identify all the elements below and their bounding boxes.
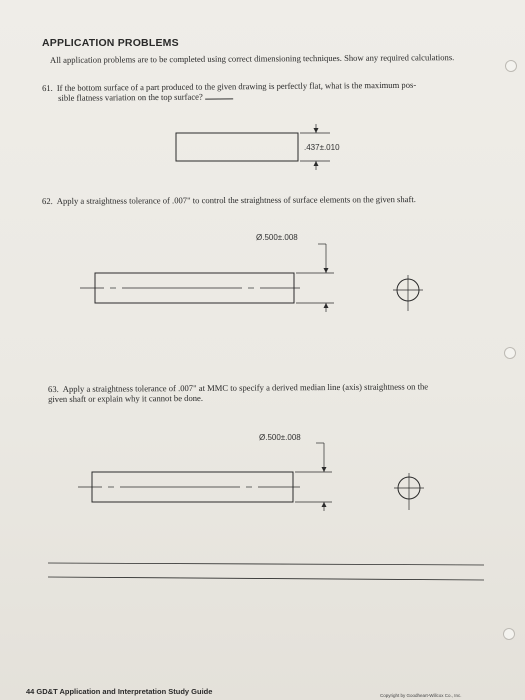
answer-line (48, 563, 484, 565)
binder-hole (504, 347, 516, 359)
problem-text: Apply a straightness tolerance of .007" to control the straightness of surface elements on the given shaft. (56, 194, 416, 206)
thickness-dimension: .437±.010 (304, 143, 340, 152)
copyright-notice: Copyright by Goodheart-Willcox Co., Inc. (380, 693, 462, 698)
problem-number: 63. (48, 383, 59, 394)
problem-text-continued: given shaft or explain why it cannot be done. (48, 392, 204, 404)
page-footer-title: 44 GD&T Application and Interpretation Study Guide (26, 687, 213, 696)
arrowhead (314, 128, 319, 133)
arrowhead (314, 161, 319, 166)
problem-text: If the bottom surface of a part produced to the given drawing is perfectly flat, what is the maximum pos- (56, 79, 417, 93)
problem-number: 61. (42, 82, 53, 93)
binder-hole (505, 60, 517, 72)
plate-outline (176, 133, 298, 161)
problem-number: 62. (42, 195, 53, 206)
shaft-diameter-dimension: Ø.500±.008 (259, 433, 301, 442)
shaft-end-view-63 (394, 473, 424, 510)
shaft-diameter-dimension: Ø.500±.008 (256, 233, 298, 242)
shaft-62 (80, 244, 334, 312)
shaft-end-view-62 (393, 275, 423, 311)
problem-text-continued: sible flatness variation on the top surface? (58, 91, 203, 103)
answer-line (48, 577, 484, 580)
page-heading: APPLICATION PROBLEMS (42, 37, 179, 49)
shaft-63 (78, 443, 332, 511)
binder-hole (503, 628, 515, 640)
problem-text: Apply a straightness tolerance of .007" at MMC to specify a derived median line (axis) straightness on the (62, 381, 429, 394)
intro-paragraph: All application problems are to be completed using correct dimensioning techniques. Show any required calculations. (49, 52, 455, 65)
